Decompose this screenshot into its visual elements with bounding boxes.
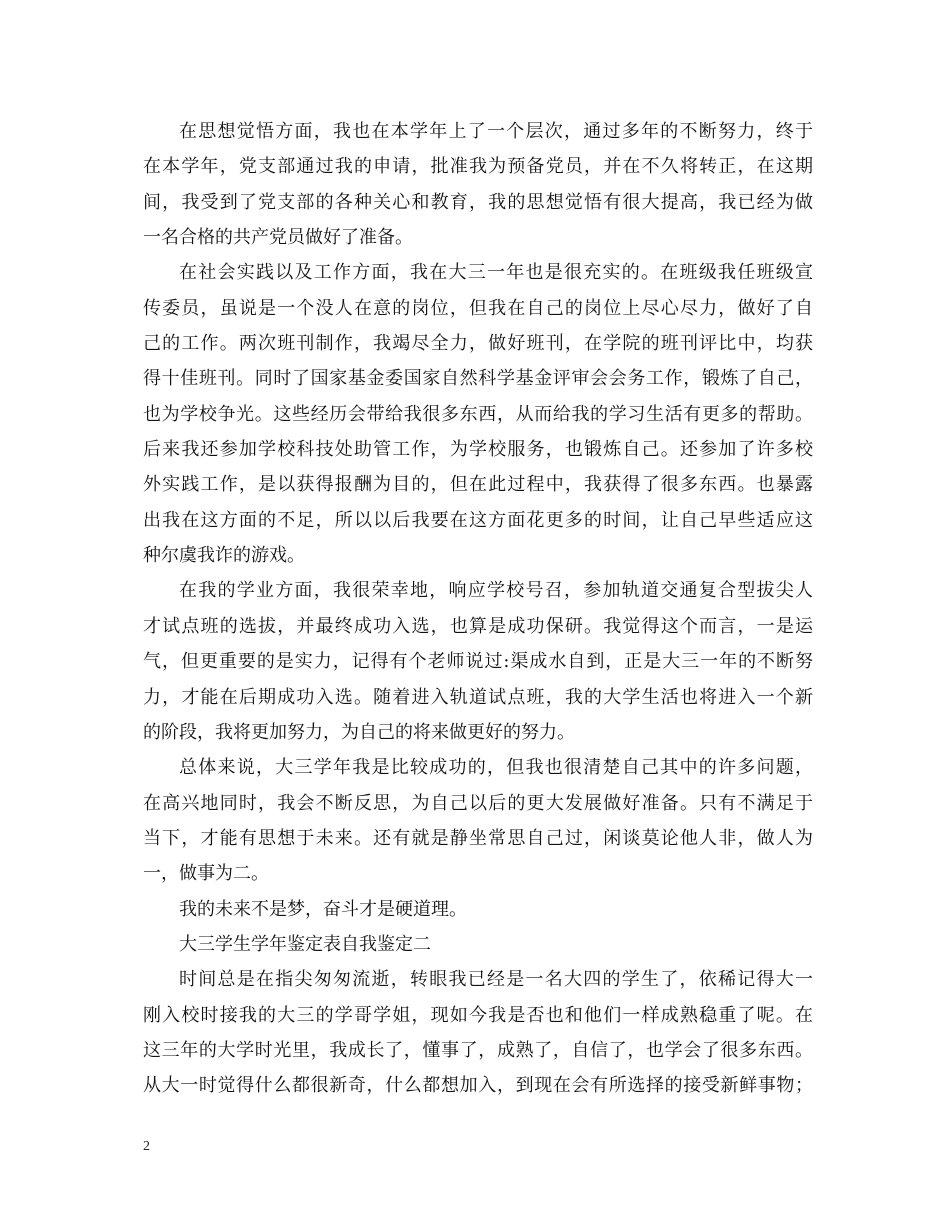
text-line: 力，才能在后期成功入选。随着进入轨道试点班，我的大学生活也将进入一个新: [143, 686, 813, 708]
text-line: 时间总是在指尖匆匆流逝，转眼我已经是一名大四的学生了，依稀记得大一: [179, 969, 813, 991]
text-line: 一，做事为二。: [143, 863, 269, 885]
text-line: 己的工作。两次班刊制作，我竭尽全力，做好班刊，在学院的班刊评比中，均获: [143, 333, 813, 355]
text-line: 当下，才能有思想于未来。还有就是静坐常思自己过，闲谈莫论他人非，做人为: [143, 827, 813, 849]
text-line: 在社会实践以及工作方面，我在大三一年也是很充实的。在班级我任班级宣: [179, 262, 813, 284]
text-line: 在高兴地同时，我会不断反思，为自己以后的更大发展做好准备。只有不满足于: [143, 792, 813, 814]
text-line: 种尔虞我诈的游戏。: [143, 545, 305, 567]
text-line: 传委员，虽说是一个没人在意的岗位，但我在自己的岗位上尽心尽力，做好了自: [143, 297, 813, 319]
text-line: 也为学校争光。这些经历会带给我很多东西，从而给我的学习生活有更多的帮助。: [143, 403, 813, 425]
text-line: 总体来说，大三学年我是比较成功的，但我也很清楚自己其中的许多问题，: [179, 757, 813, 779]
text-line: 我的未来不是梦，奋斗才是硬道理。: [179, 898, 467, 920]
text-line: 从大一时觉得什么都很新奇，什么都想加入，到现在会有所选择的接受新鲜事物；: [143, 1075, 813, 1097]
text-line: 在我的学业方面，我很荣幸地，响应学校号召，参加轨道交通复合型拔尖人: [179, 580, 813, 602]
text-line: 这三年的大学时光里，我成长了，懂事了，成熟了，自信了，也学会了很多东西。: [143, 1039, 813, 1061]
text-line: 在本学年，党支部通过我的申请，批准我为预备党员，并在不久将转正，在这期: [143, 156, 813, 178]
text-line: 后来我还参加学校科技处助管工作，为学校服务，也锻炼自己。还参加了许多校: [143, 439, 813, 461]
text-line: 在思想觉悟方面，我也在本学年上了一个层次，通过多年的不断努力，终于: [179, 121, 813, 142]
page-number: 2: [143, 1139, 150, 1154]
text-line: 间，我受到了党支部的各种关心和教育，我的思想觉悟有很大提高，我已经为做: [143, 191, 813, 213]
text-line: 一名合格的共产党员做好了准备。: [143, 227, 413, 249]
text-line: 大三学生学年鉴定表自我鉴定二: [179, 933, 431, 955]
text-line: 刚入校时接我的大三的学哥学姐，现如今我是否也和他们一样成熟稳重了呢。在: [143, 1004, 813, 1026]
text-line: 外实践工作，是以获得报酬为目的，但在此过程中，我获得了很多东西。也暴露: [143, 474, 813, 496]
text-line: 的阶段，我将更加努力，为自己的将来做更好的努力。: [143, 721, 575, 743]
text-line: 得十佳班刊。同时了国家基金委国家自然科学基金评审会会务工作，锻炼了自己，: [143, 368, 813, 390]
document-body: [143, 114, 813, 1104]
text-line: 出我在这方面的不足，所以以后我要在这方面花更多的时间，让自己早些适应这: [143, 509, 813, 531]
text-line: 才试点班的选拔，并最终成功入选，也算是成功保研。我觉得这个而言，一是运: [143, 615, 813, 637]
text-line: 气，但更重要的是实力，记得有个老师说过:渠成水自到，正是大三一年的不断努: [143, 651, 813, 673]
